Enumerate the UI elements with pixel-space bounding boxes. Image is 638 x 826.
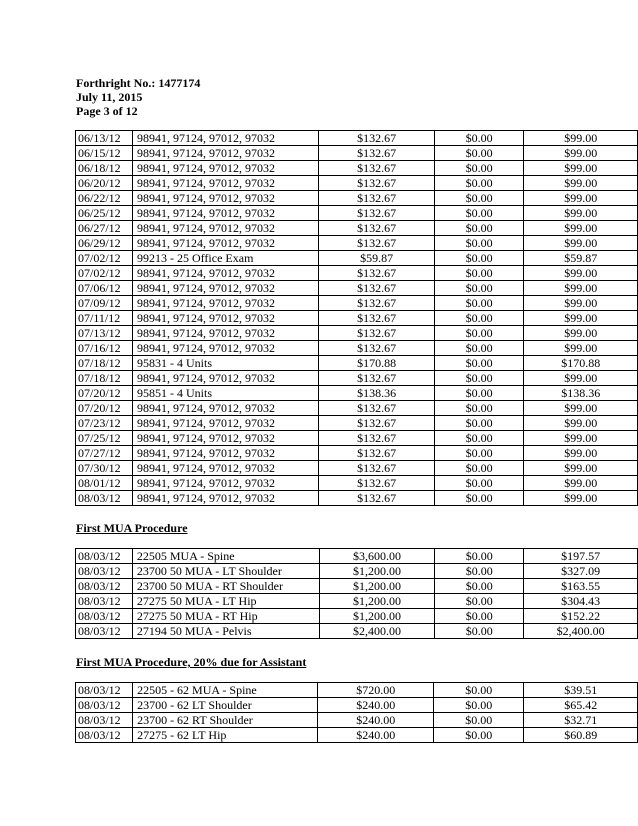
paid-cell: $0.00 xyxy=(435,609,524,624)
paid-cell: $0.00 xyxy=(434,251,524,266)
date-cell: 08/03/12 xyxy=(76,564,133,579)
date-cell: 07/02/12 xyxy=(76,266,133,281)
paid-cell: $0.00 xyxy=(434,326,524,341)
date-cell: 06/27/12 xyxy=(76,221,133,236)
paid-cell: $0.00 xyxy=(434,476,524,491)
procedure-cell: 98941, 97124, 97012, 97032 xyxy=(132,416,319,431)
date-cell: 08/03/12 xyxy=(76,579,133,594)
forthright-number: Forthright No.: 1477174 xyxy=(76,76,201,90)
procedure-cell: 98941, 97124, 97012, 97032 xyxy=(132,431,319,446)
procedure-cell: 98941, 97124, 97012, 97032 xyxy=(132,461,319,476)
paid-cell: $0.00 xyxy=(434,161,524,176)
balance-cell: $99.00 xyxy=(524,476,638,491)
paid-cell: $0.00 xyxy=(435,579,524,594)
charge-cell: $132.67 xyxy=(319,401,434,416)
procedure-cell: 98941, 97124, 97012, 97032 xyxy=(132,236,319,251)
date-cell: 07/23/12 xyxy=(76,416,133,431)
procedure-cell: 23700 - 62 RT Shoulder xyxy=(133,713,318,728)
charge-cell: $132.67 xyxy=(319,371,434,386)
table-row xyxy=(76,728,638,743)
date-cell: 07/16/12 xyxy=(76,341,133,356)
balance-cell: $99.00 xyxy=(524,221,638,236)
charge-cell: $138.36 xyxy=(319,386,434,401)
procedure-cell: 27275 50 MUA - LT Hip xyxy=(132,594,319,609)
paid-cell: $0.00 xyxy=(434,191,524,206)
paid-cell: $0.00 xyxy=(434,446,524,461)
procedure-cell: 99213 - 25 Office Exam xyxy=(132,251,319,266)
balance-cell: $99.00 xyxy=(524,146,638,161)
paid-cell: $0.00 xyxy=(434,416,524,431)
paid-cell: $0.00 xyxy=(434,236,524,251)
date-cell: 06/22/12 xyxy=(76,191,133,206)
paid-cell: $0.00 xyxy=(434,386,524,401)
table-row xyxy=(76,476,638,491)
first-mua-procedure-heading: First MUA Procedure xyxy=(76,521,188,535)
date-cell: 06/15/12 xyxy=(76,146,133,161)
balance-cell: $32.71 xyxy=(524,713,638,728)
procedure-cell: 98941, 97124, 97012, 97032 xyxy=(132,401,319,416)
procedure-cell: 98941, 97124, 97012, 97032 xyxy=(132,476,319,491)
table-row xyxy=(76,326,638,341)
charge-cell: $1,200.00 xyxy=(319,609,434,624)
procedure-cell: 98941, 97124, 97012, 97032 xyxy=(132,281,319,296)
date-cell: 08/03/12 xyxy=(76,491,133,506)
procedure-cell: 98941, 97124, 97012, 97032 xyxy=(132,491,319,506)
charge-cell: $720.00 xyxy=(318,683,434,698)
procedure-cell: 98941, 97124, 97012, 97032 xyxy=(132,371,319,386)
charge-cell: $132.67 xyxy=(319,191,434,206)
procedure-cell: 98941, 97124, 97012, 97032 xyxy=(132,446,319,461)
charge-cell: $240.00 xyxy=(318,698,434,713)
table-row xyxy=(76,371,638,386)
document-date: July 11, 2015 xyxy=(76,90,143,104)
procedure-cell: 98941, 97124, 97012, 97032 xyxy=(132,296,319,311)
date-cell: 06/20/12 xyxy=(76,176,133,191)
balance-cell: $152.22 xyxy=(524,609,638,624)
table-row xyxy=(76,341,638,356)
procedure-cell: 27194 50 MUA - Pelvis xyxy=(132,624,319,639)
balance-cell: $99.00 xyxy=(524,281,638,296)
paid-cell: $0.00 xyxy=(434,461,524,476)
balance-cell: $99.00 xyxy=(524,416,638,431)
procedure-cell: 98941, 97124, 97012, 97032 xyxy=(132,311,319,326)
treatment-charges-table xyxy=(75,130,638,506)
date-cell: 08/01/12 xyxy=(76,476,133,491)
procedure-cell: 98941, 97124, 97012, 97032 xyxy=(132,326,319,341)
table-row xyxy=(76,624,638,639)
charge-cell: $132.67 xyxy=(319,296,434,311)
charge-cell: $132.67 xyxy=(319,341,434,356)
date-cell: 08/03/12 xyxy=(76,594,133,609)
balance-cell: $99.00 xyxy=(524,236,638,251)
procedure-cell: 98941, 97124, 97012, 97032 xyxy=(132,341,319,356)
date-cell: 07/18/12 xyxy=(76,356,133,371)
table-row xyxy=(76,161,638,176)
balance-cell: $99.00 xyxy=(524,446,638,461)
paid-cell: $0.00 xyxy=(434,431,524,446)
paid-cell: $0.00 xyxy=(434,296,524,311)
charge-cell: $59.87 xyxy=(319,251,434,266)
table-row xyxy=(76,296,638,311)
procedure-cell: 27275 50 MUA - RT Hip xyxy=(132,609,319,624)
paid-cell: $0.00 xyxy=(434,356,524,371)
balance-cell: $99.00 xyxy=(524,371,638,386)
table-row xyxy=(76,236,638,251)
charge-cell: $132.67 xyxy=(319,461,434,476)
page-number: Page 3 of 12 xyxy=(76,104,138,118)
table-row xyxy=(76,386,638,401)
charge-cell: $240.00 xyxy=(318,728,434,743)
document-header xyxy=(76,76,200,118)
table-row xyxy=(76,251,638,266)
balance-cell: $197.57 xyxy=(524,549,638,564)
procedure-cell: 98941, 97124, 97012, 97032 xyxy=(132,161,319,176)
balance-cell: $99.00 xyxy=(524,401,638,416)
procedure-cell: 98941, 97124, 97012, 97032 xyxy=(132,146,319,161)
procedure-cell: 98941, 97124, 97012, 97032 xyxy=(132,206,319,221)
charge-cell: $132.67 xyxy=(319,326,434,341)
paid-cell: $0.00 xyxy=(434,206,524,221)
balance-cell: $2,400.00 xyxy=(524,624,638,639)
paid-cell: $0.00 xyxy=(434,698,524,713)
date-cell: 08/03/12 xyxy=(76,609,133,624)
date-cell: 07/20/12 xyxy=(76,401,133,416)
date-cell: 06/25/12 xyxy=(76,206,133,221)
table-row xyxy=(76,191,638,206)
charge-cell: $132.67 xyxy=(319,176,434,191)
charge-cell: $240.00 xyxy=(318,713,434,728)
balance-cell: $138.36 xyxy=(524,386,638,401)
date-cell: 07/25/12 xyxy=(76,431,133,446)
table-row xyxy=(76,491,638,506)
balance-cell: $304.43 xyxy=(524,594,638,609)
balance-cell: $99.00 xyxy=(524,206,638,221)
paid-cell: $0.00 xyxy=(434,221,524,236)
procedure-cell: 98941, 97124, 97012, 97032 xyxy=(132,221,319,236)
paid-cell: $0.00 xyxy=(434,491,524,506)
charge-cell: $132.67 xyxy=(319,416,434,431)
charge-cell: $2,400.00 xyxy=(319,624,434,639)
first-mua-procedure-table xyxy=(75,548,638,639)
paid-cell: $0.00 xyxy=(434,146,524,161)
balance-cell: $99.00 xyxy=(524,461,638,476)
paid-cell: $0.00 xyxy=(434,728,524,743)
date-cell: 07/11/12 xyxy=(76,311,133,326)
charge-cell: $132.67 xyxy=(319,161,434,176)
balance-cell: $65.42 xyxy=(524,698,638,713)
paid-cell: $0.00 xyxy=(434,341,524,356)
date-cell: 07/13/12 xyxy=(76,326,133,341)
procedure-cell: 95851 - 4 Units xyxy=(132,386,319,401)
charge-cell: $132.67 xyxy=(319,446,434,461)
balance-cell: $99.00 xyxy=(524,491,638,506)
charge-cell: $132.67 xyxy=(319,311,434,326)
charge-cell: $132.67 xyxy=(319,236,434,251)
date-cell: 07/27/12 xyxy=(76,446,133,461)
table-row xyxy=(76,446,638,461)
table-row xyxy=(76,131,638,146)
date-cell: 08/03/12 xyxy=(76,728,133,743)
table-row xyxy=(76,176,638,191)
procedure-cell: 98941, 97124, 97012, 97032 xyxy=(132,191,319,206)
table-row xyxy=(76,311,638,326)
charge-cell: $132.67 xyxy=(319,491,434,506)
procedure-cell: 98941, 97124, 97012, 97032 xyxy=(132,176,319,191)
table-row xyxy=(76,416,638,431)
table-row xyxy=(76,266,638,281)
charge-cell: $132.67 xyxy=(319,281,434,296)
paid-cell: $0.00 xyxy=(434,281,524,296)
charge-cell: $132.67 xyxy=(319,431,434,446)
paid-cell: $0.00 xyxy=(434,713,524,728)
paid-cell: $0.00 xyxy=(434,176,524,191)
balance-cell: $163.55 xyxy=(524,579,638,594)
date-cell: 06/18/12 xyxy=(76,161,133,176)
table-row xyxy=(76,146,638,161)
procedure-cell: 22505 - 62 MUA - Spine xyxy=(133,683,318,698)
procedure-cell: 23700 50 MUA - RT Shoulder xyxy=(132,579,319,594)
treatment-charges-body xyxy=(76,131,638,506)
date-cell: 08/03/12 xyxy=(76,549,133,564)
paid-cell: $0.00 xyxy=(435,594,524,609)
table-row xyxy=(76,564,638,579)
date-cell: 07/20/12 xyxy=(76,386,133,401)
date-cell: 08/03/12 xyxy=(76,624,133,639)
paid-cell: $0.00 xyxy=(435,564,524,579)
charge-cell: $3,600.00 xyxy=(319,549,434,564)
paid-cell: $0.00 xyxy=(434,683,524,698)
table-row xyxy=(76,609,638,624)
table-row xyxy=(76,594,638,609)
table-row xyxy=(76,549,638,564)
charge-cell: $132.67 xyxy=(319,146,434,161)
balance-cell: $99.00 xyxy=(524,326,638,341)
date-cell: 08/03/12 xyxy=(76,698,133,713)
balance-cell: $99.00 xyxy=(524,176,638,191)
paid-cell: $0.00 xyxy=(434,401,524,416)
paid-cell: $0.00 xyxy=(434,266,524,281)
procedure-cell: 23700 - 62 LT Shoulder xyxy=(133,698,318,713)
charge-cell: $1,200.00 xyxy=(319,564,434,579)
balance-cell: $99.00 xyxy=(524,311,638,326)
assistant-fee-body xyxy=(76,683,638,743)
charge-cell: $132.67 xyxy=(319,266,434,281)
charge-cell: $132.67 xyxy=(319,131,434,146)
balance-cell: $99.00 xyxy=(524,341,638,356)
charge-cell: $1,200.00 xyxy=(319,579,434,594)
procedure-cell: 95831 - 4 Units xyxy=(132,356,319,371)
table-row xyxy=(76,431,638,446)
assistant-fee-heading: First MUA Procedure, 20% due for Assistant xyxy=(76,655,307,669)
paid-cell: $0.00 xyxy=(434,371,524,386)
paid-cell: $0.00 xyxy=(434,311,524,326)
table-row xyxy=(76,713,638,728)
balance-cell: $39.51 xyxy=(524,683,638,698)
date-cell: 07/30/12 xyxy=(76,461,133,476)
charge-cell: $170.88 xyxy=(319,356,434,371)
paid-cell: $0.00 xyxy=(435,549,524,564)
charge-cell: $132.67 xyxy=(319,476,434,491)
procedure-cell: 22505 MUA - Spine xyxy=(132,549,319,564)
table-row xyxy=(76,698,638,713)
date-cell: 07/06/12 xyxy=(76,281,133,296)
table-row xyxy=(76,206,638,221)
charge-cell: $132.67 xyxy=(319,206,434,221)
procedure-cell: 23700 50 MUA - LT Shoulder xyxy=(132,564,319,579)
date-cell: 06/13/12 xyxy=(76,131,133,146)
balance-cell: $99.00 xyxy=(524,296,638,311)
table-row xyxy=(76,281,638,296)
balance-cell: $99.00 xyxy=(524,266,638,281)
procedure-cell: 98941, 97124, 97012, 97032 xyxy=(132,266,319,281)
date-cell: 08/03/12 xyxy=(76,683,133,698)
first-mua-procedure-body xyxy=(76,549,638,639)
date-cell: 08/03/12 xyxy=(76,713,133,728)
procedure-cell: 98941, 97124, 97012, 97032 xyxy=(132,131,319,146)
balance-cell: $99.00 xyxy=(524,431,638,446)
balance-cell: $99.00 xyxy=(524,161,638,176)
table-row xyxy=(76,401,638,416)
balance-cell: $327.09 xyxy=(524,564,638,579)
balance-cell: $99.00 xyxy=(524,131,638,146)
table-row xyxy=(76,579,638,594)
table-row xyxy=(76,356,638,371)
table-row xyxy=(76,683,638,698)
date-cell: 07/02/12 xyxy=(76,251,133,266)
balance-cell: $99.00 xyxy=(524,191,638,206)
date-cell: 06/29/12 xyxy=(76,236,133,251)
paid-cell: $0.00 xyxy=(434,131,524,146)
date-cell: 07/09/12 xyxy=(76,296,133,311)
assistant-fee-table xyxy=(75,682,638,743)
balance-cell: $59.87 xyxy=(524,251,638,266)
balance-cell: $60.89 xyxy=(524,728,638,743)
paid-cell: $0.00 xyxy=(435,624,524,639)
charge-cell: $1,200.00 xyxy=(319,594,434,609)
date-cell: 07/18/12 xyxy=(76,371,133,386)
table-row xyxy=(76,221,638,236)
procedure-cell: 27275 - 62 LT Hip xyxy=(133,728,318,743)
balance-cell: $170.88 xyxy=(524,356,638,371)
charge-cell: $132.67 xyxy=(319,221,434,236)
table-row xyxy=(76,461,638,476)
